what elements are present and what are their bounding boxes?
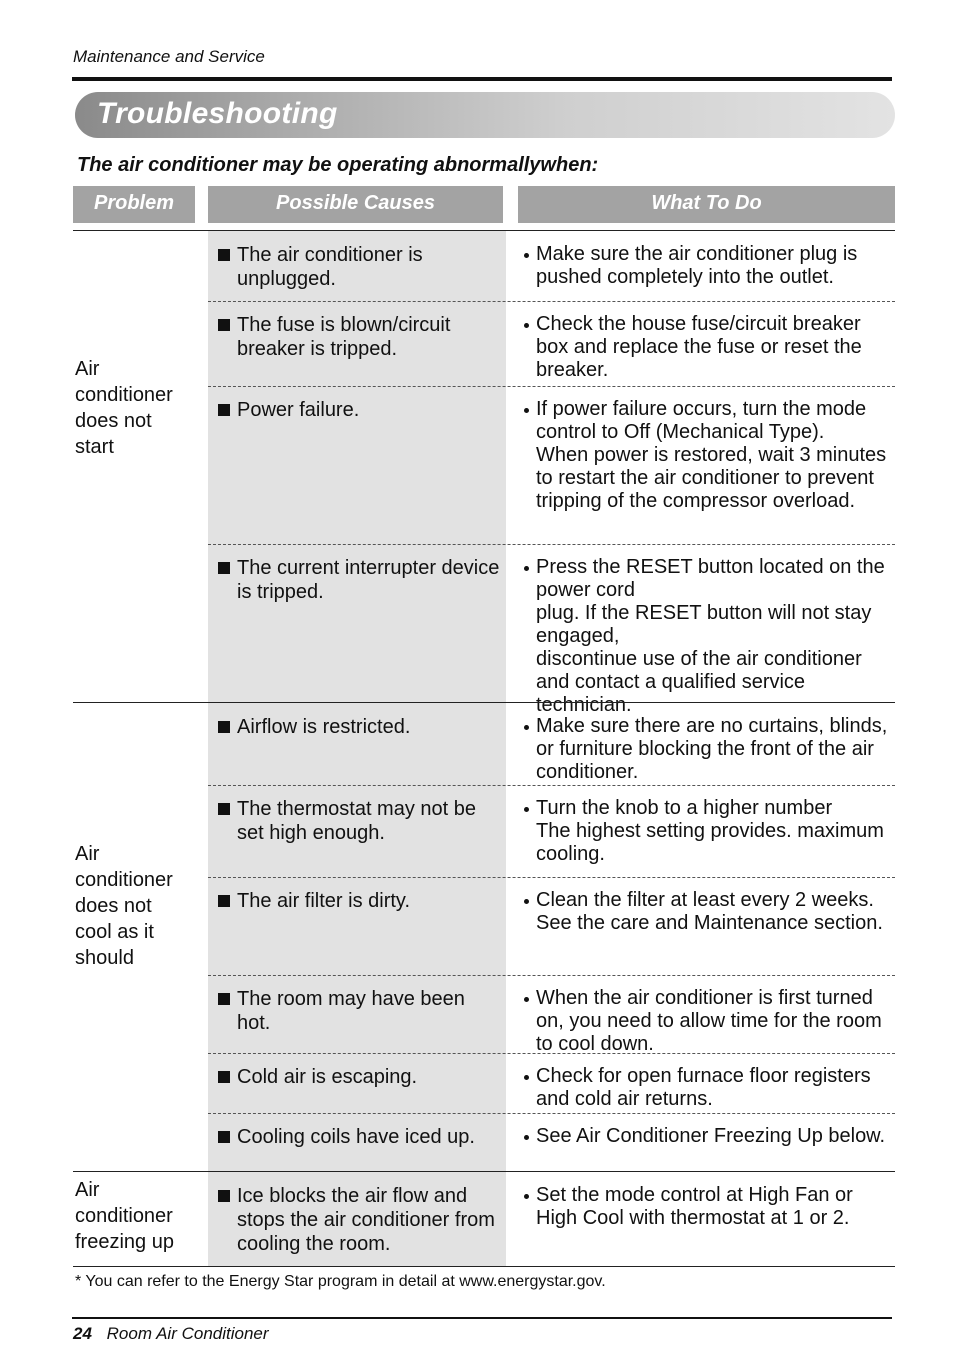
table-row <box>208 386 895 544</box>
cause-text: The air filter is dirty. <box>237 890 410 912</box>
dot-bullet-icon <box>524 566 529 571</box>
todo-text: Set the mode control at High Fan or High Cool with thermostat at 1 or 2. <box>536 1184 853 1229</box>
dot-bullet-icon <box>524 807 529 812</box>
square-bullet-icon <box>218 721 230 733</box>
dot-bullet-icon <box>524 408 529 413</box>
table-row <box>208 703 895 785</box>
todo-text: Press the RESET button located on the power cord plug. If the RESET button will not stay engaged, discontinue use of the air conditioner and contact a qualified service technician. <box>536 556 885 716</box>
dot-bullet-icon <box>524 253 529 258</box>
table-row <box>208 1172 895 1266</box>
todo-cell <box>506 386 895 544</box>
cause-text: Ice blocks the air flow and stops the air conditioner from cooling the room. <box>237 1185 495 1255</box>
dot-bullet-icon <box>524 997 529 1002</box>
cause-cell <box>208 877 506 975</box>
todo-cell <box>506 975 895 1053</box>
cause-cell <box>208 544 506 702</box>
problem-group <box>73 702 895 1171</box>
footer-rule <box>72 1317 892 1319</box>
cause-cell <box>208 1172 506 1266</box>
footer <box>73 1324 269 1344</box>
cause-cell <box>208 231 506 301</box>
todo-cell <box>506 1113 895 1171</box>
subtitle: The air conditioner may be operating abnormallywhen: <box>77 154 599 176</box>
problem-group <box>73 231 895 716</box>
footer-label: Room Air Conditioner <box>106 1324 269 1343</box>
header-section: Maintenance and Service <box>73 47 265 66</box>
todo-text: See Air Conditioner Freezing Up below. <box>536 1125 886 1147</box>
troubleshooting-table <box>73 230 895 1267</box>
square-bullet-icon <box>218 562 230 574</box>
cause-text: Airflow is restricted. <box>237 716 411 738</box>
page-title: Troubleshooting <box>97 97 338 130</box>
square-bullet-icon <box>218 993 230 1005</box>
cause-text: Cooling coils have iced up. <box>237 1126 475 1148</box>
todo-text: Check the house fuse/circuit breaker box and replace the fuse or reset the breaker. <box>536 313 862 381</box>
table-row <box>208 877 895 975</box>
title-banner <box>75 92 895 138</box>
dot-bullet-icon <box>524 1075 529 1080</box>
cause-text: The room may have been hot. <box>237 988 465 1034</box>
square-bullet-icon <box>218 1071 230 1083</box>
square-bullet-icon <box>218 319 230 331</box>
dot-bullet-icon <box>524 899 529 904</box>
cause-cell <box>208 1113 506 1171</box>
todo-cell <box>506 544 895 716</box>
square-bullet-icon <box>218 1131 230 1143</box>
problem-cell <box>73 703 208 1171</box>
todo-text: Check for open furnace floor registers and cold air returns. <box>536 1065 871 1110</box>
table-row <box>208 1113 895 1171</box>
problem-text: Air conditioner does not start <box>75 358 173 458</box>
todo-cell <box>506 877 895 975</box>
footnote: * You can refer to the Energy Star program in detail at www.energystar.gov. <box>75 1273 606 1290</box>
cause-cell <box>208 1053 506 1113</box>
problem-cell <box>73 1172 208 1266</box>
column-header-problem: Problem <box>73 186 195 223</box>
cause-text: Power failure. <box>237 399 360 421</box>
todo-text: Turn the knob to a higher number The highest setting provides. maximum cooling. <box>536 797 884 865</box>
cause-text: The air conditioner is unplugged. <box>237 244 423 290</box>
cause-cell <box>208 975 506 1053</box>
problem-cell <box>73 231 208 702</box>
todo-cell <box>506 785 895 877</box>
square-bullet-icon <box>218 803 230 815</box>
cause-cell <box>208 386 506 544</box>
square-bullet-icon <box>218 895 230 907</box>
todo-cell <box>506 1172 895 1266</box>
dot-bullet-icon <box>524 323 529 328</box>
todo-text: Clean the filter at least every 2 weeks. See the care and Maintenance section. <box>536 889 883 934</box>
problem-text: Air conditioner freezing up <box>75 1179 174 1253</box>
cause-text: The thermostat may not be set high enough. <box>237 798 477 844</box>
table-row <box>208 544 895 716</box>
todo-cell <box>506 301 895 386</box>
page-number: 24 <box>73 1324 92 1343</box>
table-row <box>208 785 895 877</box>
square-bullet-icon <box>218 1190 230 1202</box>
todo-text: Make sure there are no curtains, blinds, or furniture blocking the front of the air conditioner. <box>536 715 888 783</box>
todo-cell <box>506 1053 895 1113</box>
todo-cell <box>506 703 895 785</box>
problem-group <box>73 1171 895 1266</box>
todo-text: Make sure the air conditioner plug is pushed completely into the outlet. <box>536 243 858 288</box>
todo-cell <box>506 231 895 301</box>
square-bullet-icon <box>218 404 230 416</box>
todo-text: If power failure occurs, turn the mode control to Off (Mechanical Type). When power is restored, wait 3 minutes to restart the air conditioner to prevent tripping of the compressor overload. <box>536 398 887 512</box>
cause-text: Cold air is escaping. <box>237 1066 418 1088</box>
cause-text: The fuse is blown/circuit breaker is tripped. <box>237 314 451 360</box>
cause-cell <box>208 785 506 877</box>
column-header-causes: Possible Causes <box>208 186 503 223</box>
dot-bullet-icon <box>524 1135 529 1140</box>
table-row <box>208 975 895 1053</box>
square-bullet-icon <box>218 249 230 261</box>
cause-text: The current interrupter device is tripped. <box>237 557 500 603</box>
todo-text: When the air conditioner is first turned on, you need to allow time for the room to cool down. <box>536 987 882 1055</box>
cause-cell <box>208 301 506 386</box>
header-rule <box>72 77 892 81</box>
problem-text: Air conditioner does not cool as it should <box>75 843 173 969</box>
column-header-todo: What To Do <box>518 186 895 223</box>
table-row <box>208 301 895 386</box>
dot-bullet-icon <box>524 1194 529 1199</box>
table-row <box>208 231 895 301</box>
table-row <box>208 1053 895 1113</box>
cause-cell <box>208 703 506 785</box>
dot-bullet-icon <box>524 725 529 730</box>
